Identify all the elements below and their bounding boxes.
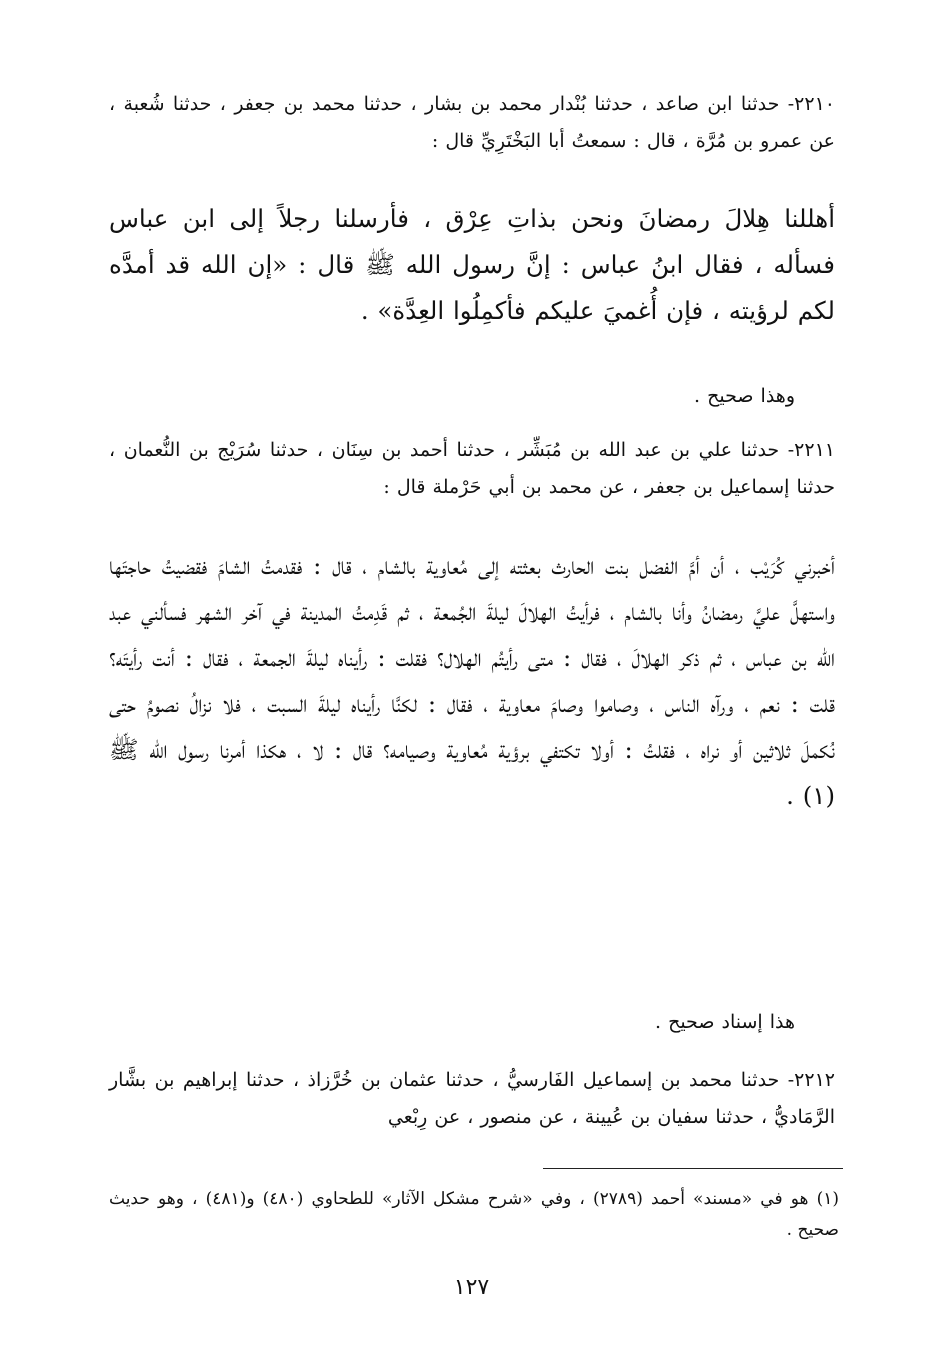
hadith-2211-grading: هذا إسناد صحيح . [654, 1011, 795, 1033]
hadith-2211-isnad: ٢٢١١- حدثنا علي بن عبد الله بن مُبَشِّر ، حدثنا أحمد بن سِنَان ، حدثنا سُرَيْج بن النُّعمان ، حدثنا إسماعيل بن جعفر ، عن محمد بن أبي حَرْملة قال : [109, 439, 835, 498]
hadith-2210-matn: أهللنا هِلالَ رمضانَ ونحن بذاتِ عِرْق ، فأرسلنا رجلاً إلى ابن عباس فسأله ، فقال ابنُ عباس : إنَّ رسول الله ﷺ قال : «إن الله قد أمدَّه لكم لرؤيته ، فإن أُغميَ عليكم فأكمِلُوا العِدَّة» . [109, 204, 835, 325]
footnote-divider [543, 1168, 843, 1169]
hadith-2210-grading: وهذا صحيح . [694, 385, 795, 407]
hadith-2210-isnad: ٢٢١٠- حدثنا ابن صاعد ، حدثنا بُنْدار محمد بن بشار ، حدثنا محمد بن جعفر ، حدثنا شُعبة ، عن عمرو بن مُرَّة ، قال : سمعتُ أبا البَخْتَرِيِّ قال : [109, 93, 835, 152]
hadith-2212-isnad: ٢٢١٢- حدثنا محمد بن إسماعيل الفَارسيُّ ، حدثنا عثمان بن خُرَّزاذ ، حدثنا إبراهيم بن بشَّار الرَّمَاديُّ ، حدثنا سفيان بن عُيينة ، عن منصور ، عن رِبْعي [109, 1069, 835, 1128]
footnote: (١) هو في «مسند» أحمد (٢٧٨٩) ، وفي «شرح مشكل الآثار» للطحاوي (٤٨٠) و(٤٨١) ، وهو حديث صحيح . [109, 1189, 839, 1240]
page-number: ١٢٧ [453, 1275, 490, 1300]
hadith-2211-matn: أخبرني كُرَيْب ، أن أمَّ الفضل بنت الحارث بعثته إلى مُعاوية بالشام ، قال : فقدمتُ الشامَ فقضيتُ حاجتَها واستهلَّ عليَّ رمضانُ وأنا بالشام ، فرأيتُ الهلالَ ليلةَ الجُمعة ، ثم قَدِمتُ المدينة في آخر الشهر فسألني عبد الله بن عباس ، ثم ذكر الهلالَ ، فقال : متى رأيتُم الهلال؟ فقلت : رأيناه ليلةَ الجمعة ، فقال : أنت رأيتَه؟ قلت : نعم ، ورآه الناس ، وصاموا وصامَ معاوية ، فقال : لكنَّا رأيناه ليلةَ السبت ، فلا نزالُ نصومُ حتى نُكملَ ثلاثين أو نراه ، فقلتُ : أولا تكتفي برؤية مُعاوية وصيامه؟ قال : لا ، هكذا أمرنا رسول الله ﷺ (١) . [109, 551, 835, 810]
